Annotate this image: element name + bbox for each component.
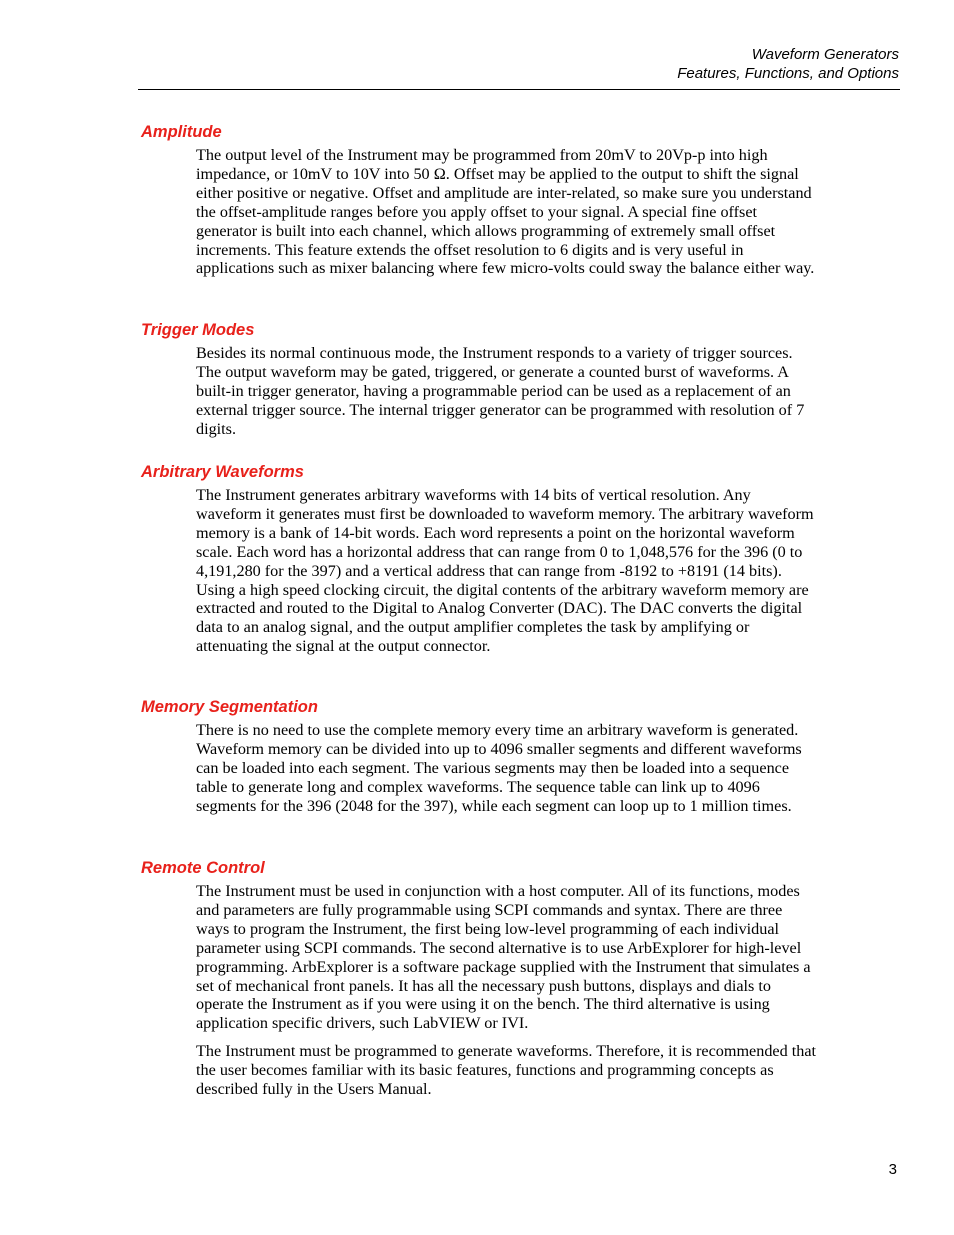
section-heading: Trigger Modes — [141, 321, 255, 339]
running-header — [677, 45, 899, 83]
paragraph: The output level of the Instrument may be programmed from 20mV to 20Vp-p into high impedance, or 10mV to 10V into 50 Ω. Offset may be applied to the output to shift the signal either positive or negative. Offset and amplitude are inter-related, so make sure you understand the offset-amplitude ranges before you apply offset to your signal. A special fine offset generator is built into each channel, which allows programming of extremely small offset increments. This feature extends the offset resolution to 6 digits and is very useful in applications such as mixer balancing where few micro-volts could sway the balance either way. — [196, 146, 815, 278]
paragraph: The Instrument must be used in conjunction with a host computer. All of its functions, modes and parameters are fully programmable using SCPI commands and syntax. There are three ways to program the Instrument, the first being low-level programming of each individual parameter using SCPI commands. The second alternative is to use ArbExplorer for high-level programming. ArbExplorer is a software package supplied with the Instrument that simulates a set of mechanical front panels. It has all the necessary push buttons, displays and dials to operate the Instrument as if you were using it on the bench. The third alternative is using application specific drivers, such LabVIEW or IVI. — [196, 882, 811, 1033]
paragraph: The Instrument must be programmed to generate waveforms. Therefore, it is recommended that the user becomes familiar with its basic features, functions and programming concepts as described fully in the Users Manual. — [196, 1042, 817, 1099]
section-remote-control — [141, 858, 821, 1099]
section-memory-segmentation — [141, 697, 821, 816]
section-trigger-modes — [141, 320, 821, 439]
section-body — [196, 344, 818, 439]
header-rule — [138, 89, 900, 90]
section-amplitude — [141, 122, 821, 278]
section-body — [196, 721, 818, 816]
header-title: Waveform Generators — [751, 46, 899, 63]
section-heading: Amplitude — [141, 123, 222, 141]
section-body — [196, 146, 818, 278]
section-heading: Remote Control — [141, 859, 265, 877]
paragraph: The Instrument generates arbitrary waveforms with 14 bits of vertical resolution. Any waveform it generates must first be downloaded to waveform memory. The arbitrary waveform memory is a bank of 14-bit words. Each word represents a point on the horizontal waveform scale. Each word has a horizontal address that can range from 0 to 1,048,576 for the 396 (0 to 4,191,280 for the 397) and a vertical address that can range from -8192 to +8191 (14 bits). Using a high speed clocking circuit, the digital contents of the arbitrary waveform memory are extracted and routed to the Digital to Analog Converter (DAC). The DAC converts the digital data to an analog signal, and the output amplifier completes the task by amplifying or attenuating the signal at the output connector. — [196, 486, 814, 656]
section-arbitrary-waveforms — [141, 462, 821, 656]
header-subtitle: Features, Functions, and Options — [677, 65, 899, 82]
section-body — [196, 882, 818, 1099]
section-heading: Arbitrary Waveforms — [141, 463, 304, 481]
section-body — [196, 486, 818, 656]
paragraph: Besides its normal continuous mode, the Instrument responds to a variety of trigger sources. The output waveform may be gated, triggered, or generate a counted burst of waveforms. A built-in trigger generator, having a programmable period can be used as a replacement of an external trigger source. The internal trigger generator can be programmed with resolution of 7 digits. — [196, 344, 805, 438]
paragraph: There is no need to use the complete memory every time an arbitrary waveform is generated. Waveform memory can be divided into up to 4096 smaller segments and different waveforms can be loaded into each segment. The various segments may then be loaded into a sequence table to generate long and complex waveforms. The sequence table can link up to 4096 segments for the 396 (2048 for the 397), while each segment can loop up to 1 million times. — [196, 721, 802, 815]
page-number: 3 — [888, 1161, 897, 1178]
section-heading: Memory Segmentation — [141, 698, 318, 716]
